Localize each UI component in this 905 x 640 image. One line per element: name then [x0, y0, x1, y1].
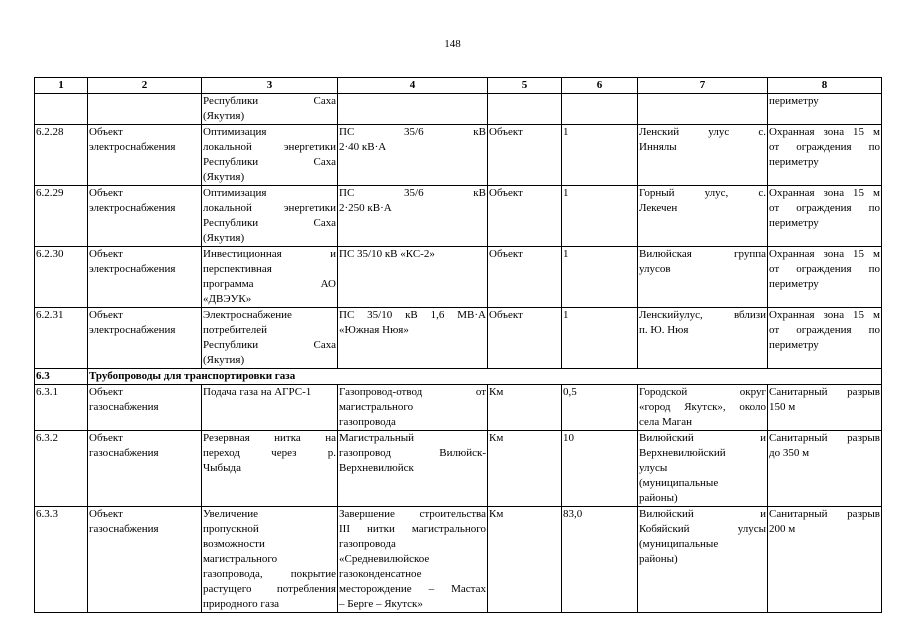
- cell-line: переход через р.: [203, 447, 336, 459]
- cell-line: газоснабжения: [89, 447, 159, 459]
- cell-line: ПС 35/6 кВ: [339, 187, 486, 199]
- table-cell-c6: 1: [562, 247, 638, 308]
- table-cell-c4: [338, 94, 488, 125]
- table-cell-c1: 6.2.31: [35, 308, 88, 369]
- section-title: Трубопроводы для транспортировки газа: [88, 369, 882, 385]
- table-cell-c7: [638, 125, 768, 186]
- cell-line: Верхневилюйск: [339, 462, 414, 474]
- cell-line: Электроснабжение: [203, 309, 292, 321]
- cell-line: районы): [639, 492, 678, 504]
- cell-line: Объект: [89, 508, 123, 520]
- table-body-power: [35, 94, 882, 369]
- table-cell-c5: Объект: [488, 247, 562, 308]
- cell-line: Объект: [89, 248, 123, 260]
- section-row: [35, 369, 882, 385]
- table-cell-c2: [88, 507, 202, 613]
- cell-line: газопровод Вилюйск-: [339, 447, 486, 459]
- cell-line: Республики Саха: [203, 217, 336, 229]
- table-cell-c2: [88, 308, 202, 369]
- cell-line: от ограждения по: [769, 324, 880, 336]
- page-number: 148: [444, 38, 461, 50]
- objects-table: [34, 77, 882, 613]
- cell-line: села Маган: [639, 416, 692, 428]
- table-cell-c5: Объект: [488, 125, 562, 186]
- cell-line: электроснабжения: [89, 141, 176, 153]
- table-cell-c2: [88, 385, 202, 431]
- cell-line: Охранная зона 15 м: [769, 187, 880, 199]
- cell-line: электроснабжения: [89, 263, 176, 275]
- table-cell-c1: 6.3.1: [35, 385, 88, 431]
- cell-line: газоконденсатное: [339, 568, 422, 580]
- table-cell-c4: [338, 431, 488, 507]
- table-cell-c5: Км: [488, 431, 562, 507]
- column-header: 1: [35, 78, 88, 94]
- table-cell-c4: [338, 186, 488, 247]
- table-cell-c1: 6.3.3: [35, 507, 88, 613]
- table-cell-c8: [768, 431, 882, 507]
- cell-line: Газопровод-отвод от: [339, 386, 486, 398]
- table-cell-c8: [768, 94, 882, 125]
- cell-line: (муниципальные: [639, 477, 719, 489]
- cell-line: Объект: [89, 187, 123, 199]
- cell-line: Объект: [89, 386, 123, 398]
- cell-line: Охранная зона 15 м: [769, 248, 880, 260]
- column-header: 7: [638, 78, 768, 94]
- cell-line: Санитарный разрыв: [769, 508, 880, 520]
- cell-line: III нитки магистрального: [339, 523, 486, 535]
- table-cell-c5: Объект: [488, 308, 562, 369]
- cell-line: ПС 35/6 кВ: [339, 126, 486, 138]
- table-cell-c2: [88, 186, 202, 247]
- cell-line: 2·40 кВ·А: [339, 141, 387, 153]
- section-number: 6.3: [35, 369, 88, 385]
- cell-line: Объект: [89, 126, 123, 138]
- table-cell-c8: [768, 186, 882, 247]
- cell-line: Республики Саха: [203, 156, 336, 168]
- table-cell-c6: [562, 94, 638, 125]
- cell-line: Республики Саха: [203, 95, 336, 107]
- cell-line: периметру: [769, 339, 819, 351]
- column-header: 3: [202, 78, 338, 94]
- cell-line: «Южная Нюя»: [339, 324, 409, 336]
- table-cell-c3: [202, 431, 338, 507]
- cell-line: магистрального: [203, 553, 278, 565]
- table-row: [35, 308, 882, 369]
- table-cell-c6: 83,0: [562, 507, 638, 613]
- cell-line: возможности: [203, 538, 265, 550]
- table-section: [35, 369, 882, 385]
- cell-line: Ленский улус с.: [639, 126, 766, 138]
- cell-line: Оптимизация: [203, 187, 267, 199]
- table-cell-c4: [338, 125, 488, 186]
- cell-line: газопровода, покрытие: [203, 568, 336, 580]
- table-row: [35, 94, 882, 125]
- cell-line: пропускной: [203, 523, 259, 535]
- cell-line: Завершение строительства: [339, 508, 486, 520]
- cell-line: Инвестиционная и: [203, 248, 336, 260]
- cell-line: локальной энергетики: [203, 202, 336, 214]
- cell-line: п. Ю. Нюя: [639, 324, 689, 336]
- cell-line: от ограждения по: [769, 141, 880, 153]
- cell-line: периметру: [769, 156, 819, 168]
- cell-line: Подача газа на АГРС-1: [203, 386, 312, 398]
- table-cell-c7: [638, 385, 768, 431]
- table-row: [35, 125, 882, 186]
- cell-line: Охранная зона 15 м: [769, 126, 880, 138]
- table-cell-c3: [202, 385, 338, 431]
- table-cell-c2: [88, 431, 202, 507]
- table-row: [35, 186, 882, 247]
- cell-line: газоснабжения: [89, 401, 159, 413]
- cell-line: 200 м: [769, 523, 796, 535]
- table-cell-c6: 1: [562, 308, 638, 369]
- table-cell-c3: [202, 247, 338, 308]
- cell-line: растущего потребления: [203, 583, 336, 595]
- cell-line: Увеличение: [203, 508, 259, 520]
- cell-line: (муниципальные: [639, 538, 719, 550]
- table-cell-c2: [88, 94, 202, 125]
- cell-line: перспективная: [203, 263, 272, 275]
- table-cell-c7: [638, 186, 768, 247]
- table-cell-c7: [638, 431, 768, 507]
- cell-line: улусы: [639, 462, 668, 474]
- table-cell-c7: [638, 247, 768, 308]
- cell-line: – Берге – Якутск»: [339, 598, 423, 610]
- cell-line: Объект: [89, 309, 123, 321]
- cell-line: «ДВЭУК»: [203, 293, 252, 305]
- table-cell-c8: [768, 385, 882, 431]
- cell-line: Лекечен: [639, 202, 678, 214]
- cell-line: районы): [639, 553, 678, 565]
- column-header: 6: [562, 78, 638, 94]
- cell-line: газопровода: [339, 538, 396, 550]
- cell-line: до 350 м: [769, 447, 810, 459]
- table-cell-c5: [488, 94, 562, 125]
- table-cell-c1: 6.2.29: [35, 186, 88, 247]
- cell-line: Кобяйский улусы: [639, 523, 766, 535]
- cell-line: локальной энергетики: [203, 141, 336, 153]
- table-body-gas: [35, 385, 882, 613]
- table-cell-c1: [35, 94, 88, 125]
- cell-line: программа АО: [203, 278, 336, 290]
- cell-line: 150 м: [769, 401, 796, 413]
- cell-line: электроснабжения: [89, 324, 176, 336]
- cell-line: «Средневилюйское: [339, 553, 430, 565]
- cell-line: Объект: [89, 432, 123, 444]
- table-cell-c3: [202, 308, 338, 369]
- cell-line: от ограждения по: [769, 202, 880, 214]
- cell-line: Резервная нитка на: [203, 432, 336, 444]
- table-row: [35, 247, 882, 308]
- table-cell-c2: [88, 125, 202, 186]
- table-row: [35, 507, 882, 613]
- cell-line: «город Якутск», около: [639, 401, 766, 413]
- cell-line: Чыбыда: [203, 462, 242, 474]
- table-cell-c3: [202, 94, 338, 125]
- cell-line: периметру: [769, 278, 819, 290]
- cell-line: Охранная зона 15 м: [769, 309, 880, 321]
- table-cell-c3: [202, 186, 338, 247]
- table-header-row: [35, 78, 882, 94]
- cell-line: потребителей: [203, 324, 267, 336]
- cell-line: Ленскийулус, вблизи: [639, 309, 766, 321]
- table-cell-c1: 6.2.30: [35, 247, 88, 308]
- cell-line: Санитарный разрыв: [769, 432, 880, 444]
- cell-line: электроснабжения: [89, 202, 176, 214]
- cell-line: Санитарный разрыв: [769, 386, 880, 398]
- column-header: 4: [338, 78, 488, 94]
- table-cell-c5: Км: [488, 507, 562, 613]
- cell-line: периметру: [769, 95, 819, 107]
- cell-line: природного газа: [203, 598, 280, 610]
- table-cell-c7: [638, 507, 768, 613]
- table-cell-c8: [768, 308, 882, 369]
- cell-line: Вилюйская группа: [639, 248, 766, 260]
- table-cell-c7: [638, 308, 768, 369]
- column-header: 2: [88, 78, 202, 94]
- table-cell-c6: 10: [562, 431, 638, 507]
- table-cell-c3: [202, 507, 338, 613]
- cell-line: Верхневилюйский: [639, 447, 726, 459]
- table-cell-c8: [768, 247, 882, 308]
- cell-line: месторождение – Мастах: [339, 583, 486, 595]
- table-cell-c8: [768, 125, 882, 186]
- cell-line: Магистральный: [339, 432, 415, 444]
- table-cell-c1: 6.3.2: [35, 431, 88, 507]
- table-row: [35, 431, 882, 507]
- cell-line: ПС 35/10 кВ «КС-2»: [339, 248, 435, 260]
- cell-line: (Якутия): [203, 110, 245, 122]
- cell-line: газопровода: [339, 416, 396, 428]
- table-cell-c6: 1: [562, 125, 638, 186]
- table-cell-c2: [88, 247, 202, 308]
- cell-line: периметру: [769, 217, 819, 229]
- table-cell-c4: [338, 247, 488, 308]
- cell-line: Иннялы: [639, 141, 677, 153]
- table-cell-c8: [768, 507, 882, 613]
- table-cell-c6: 0,5: [562, 385, 638, 431]
- cell-line: Городской округ: [639, 386, 766, 398]
- cell-line: (Якутия): [203, 171, 245, 183]
- cell-line: от ограждения по: [769, 263, 880, 275]
- cell-line: Республики Саха: [203, 339, 336, 351]
- table-cell-c5: Км: [488, 385, 562, 431]
- cell-line: ПС 35/10 кВ 1,6 МВ·А: [339, 309, 486, 321]
- cell-line: Вилюйский и: [639, 432, 766, 444]
- cell-line: (Якутия): [203, 232, 245, 244]
- table-cell-c4: [338, 507, 488, 613]
- cell-line: Оптимизация: [203, 126, 267, 138]
- table-row: [35, 385, 882, 431]
- cell-line: 2·250 кВ·А: [339, 202, 392, 214]
- cell-line: улусов: [639, 263, 671, 275]
- table-cell-c4: [338, 308, 488, 369]
- table-cell-c5: Объект: [488, 186, 562, 247]
- cell-line: Горный улус, с.: [639, 187, 766, 199]
- table-cell-c7: [638, 94, 768, 125]
- column-header: 5: [488, 78, 562, 94]
- table-cell-c4: [338, 385, 488, 431]
- cell-line: газоснабжения: [89, 523, 159, 535]
- table-cell-c1: 6.2.28: [35, 125, 88, 186]
- table-cell-c3: [202, 125, 338, 186]
- column-header: 8: [768, 78, 882, 94]
- cell-line: Вилюйский и: [639, 508, 766, 520]
- cell-line: магистрального: [339, 401, 414, 413]
- table-cell-c6: 1: [562, 186, 638, 247]
- cell-line: (Якутия): [203, 354, 245, 366]
